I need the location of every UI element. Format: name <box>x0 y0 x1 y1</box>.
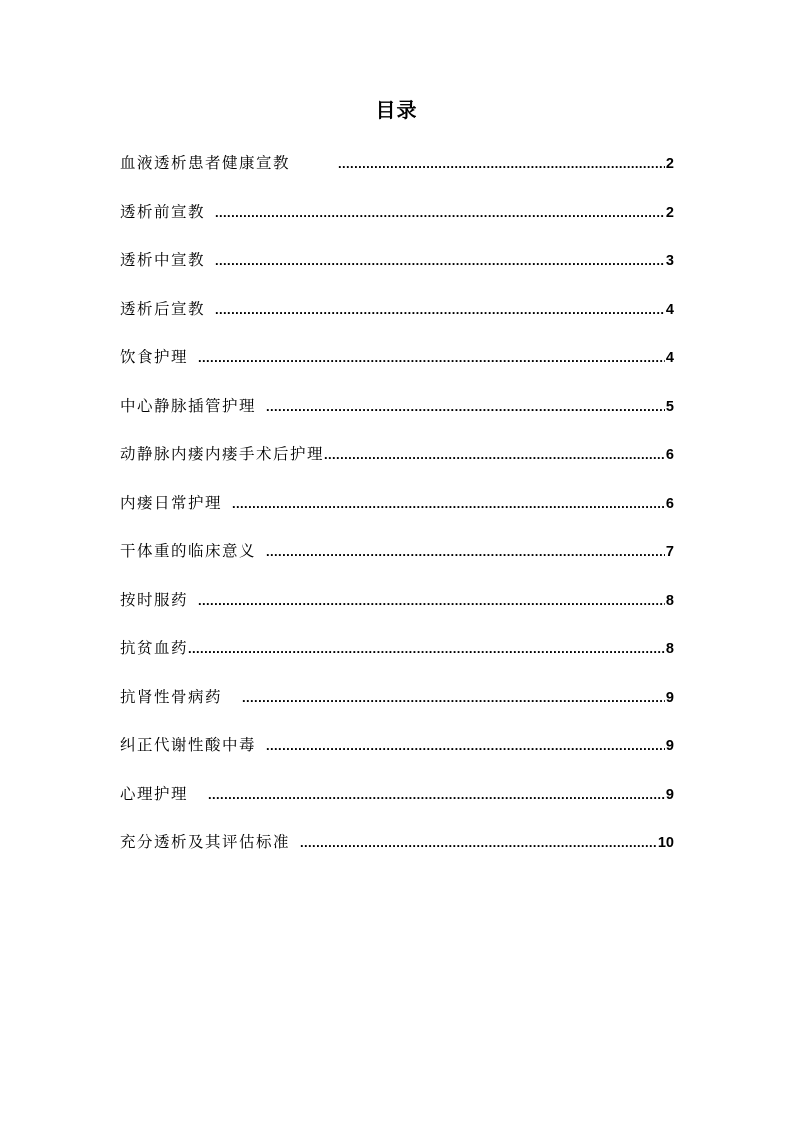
toc-entry-label: 充分透析及其评估标准 <box>120 833 291 851</box>
toc-entry-label: 动静脉内瘘内瘘手术后护理 <box>120 445 325 463</box>
dot-leader <box>215 200 665 226</box>
table-of-contents <box>120 150 674 878</box>
toc-entry-page: 6 <box>665 447 674 463</box>
dot-leader <box>188 636 665 662</box>
toc-entry-page: 6 <box>665 495 674 512</box>
toc-entry[interactable] <box>120 829 674 878</box>
toc-entry-label: 心理护理 <box>120 784 189 803</box>
toc-entry-page: 8 <box>665 592 674 609</box>
toc-entry-label: 干体重的临床意义 <box>120 542 257 560</box>
toc-entry[interactable] <box>120 199 674 248</box>
toc-entry[interactable] <box>120 296 674 345</box>
dot-leader <box>198 588 665 614</box>
dot-leader <box>198 345 665 371</box>
toc-entry[interactable] <box>120 247 674 296</box>
dot-leader <box>208 782 665 808</box>
toc-entry-page: 5 <box>665 398 674 415</box>
dot-leader <box>338 151 665 177</box>
toc-entry-label: 抗贫血药 <box>120 639 189 657</box>
toc-entry-page: 10 <box>657 835 674 851</box>
dot-leader <box>215 248 665 274</box>
toc-entry-page: 3 <box>665 253 674 269</box>
dot-leader <box>266 539 665 565</box>
toc-entry-label: 按时服药 <box>120 590 189 609</box>
toc-entry[interactable] <box>120 587 674 636</box>
toc-entry-page: 9 <box>665 738 674 754</box>
toc-entry-page: 2 <box>665 204 674 221</box>
toc-entry[interactable] <box>120 538 674 587</box>
toc-entry-page: 4 <box>665 301 674 318</box>
dot-leader <box>300 830 657 856</box>
toc-entry-page: 4 <box>665 350 674 366</box>
toc-entry[interactable] <box>120 490 674 539</box>
toc-entry[interactable] <box>120 150 674 199</box>
toc-entry[interactable] <box>120 393 674 442</box>
toc-entry-page: 9 <box>665 689 674 706</box>
toc-entry-label: 透析中宣教 <box>120 251 206 269</box>
toc-entry-label: 透析前宣教 <box>120 202 206 221</box>
dot-leader <box>215 297 665 323</box>
toc-entry-page: 2 <box>665 156 674 172</box>
toc-entry-label: 饮食护理 <box>120 348 189 366</box>
toc-entry[interactable] <box>120 781 674 830</box>
dot-leader <box>232 491 665 517</box>
toc-entry-label: 抗肾性骨病药 <box>120 687 223 706</box>
toc-entry-label: 血液透析患者健康宣教 <box>120 154 291 172</box>
toc-entry[interactable] <box>120 635 674 684</box>
toc-entry-label: 内瘘日常护理 <box>120 493 223 512</box>
toc-entry-page: 7 <box>665 544 674 560</box>
page-title: 目录 <box>375 98 418 122</box>
dot-leader <box>242 685 665 711</box>
dot-leader <box>266 394 665 420</box>
dot-leader <box>266 733 665 759</box>
toc-entry-label: 中心静脉插管护理 <box>120 396 257 415</box>
toc-entry-label: 纠正代谢性酸中毒 <box>120 736 257 754</box>
toc-entry[interactable] <box>120 344 674 393</box>
toc-entry-label: 透析后宣教 <box>120 299 206 318</box>
toc-entry-page: 8 <box>665 641 674 657</box>
toc-entry[interactable] <box>120 441 674 490</box>
toc-entry-page: 9 <box>665 786 674 803</box>
dot-leader <box>324 442 665 468</box>
toc-entry[interactable] <box>120 732 674 781</box>
toc-entry[interactable] <box>120 684 674 733</box>
